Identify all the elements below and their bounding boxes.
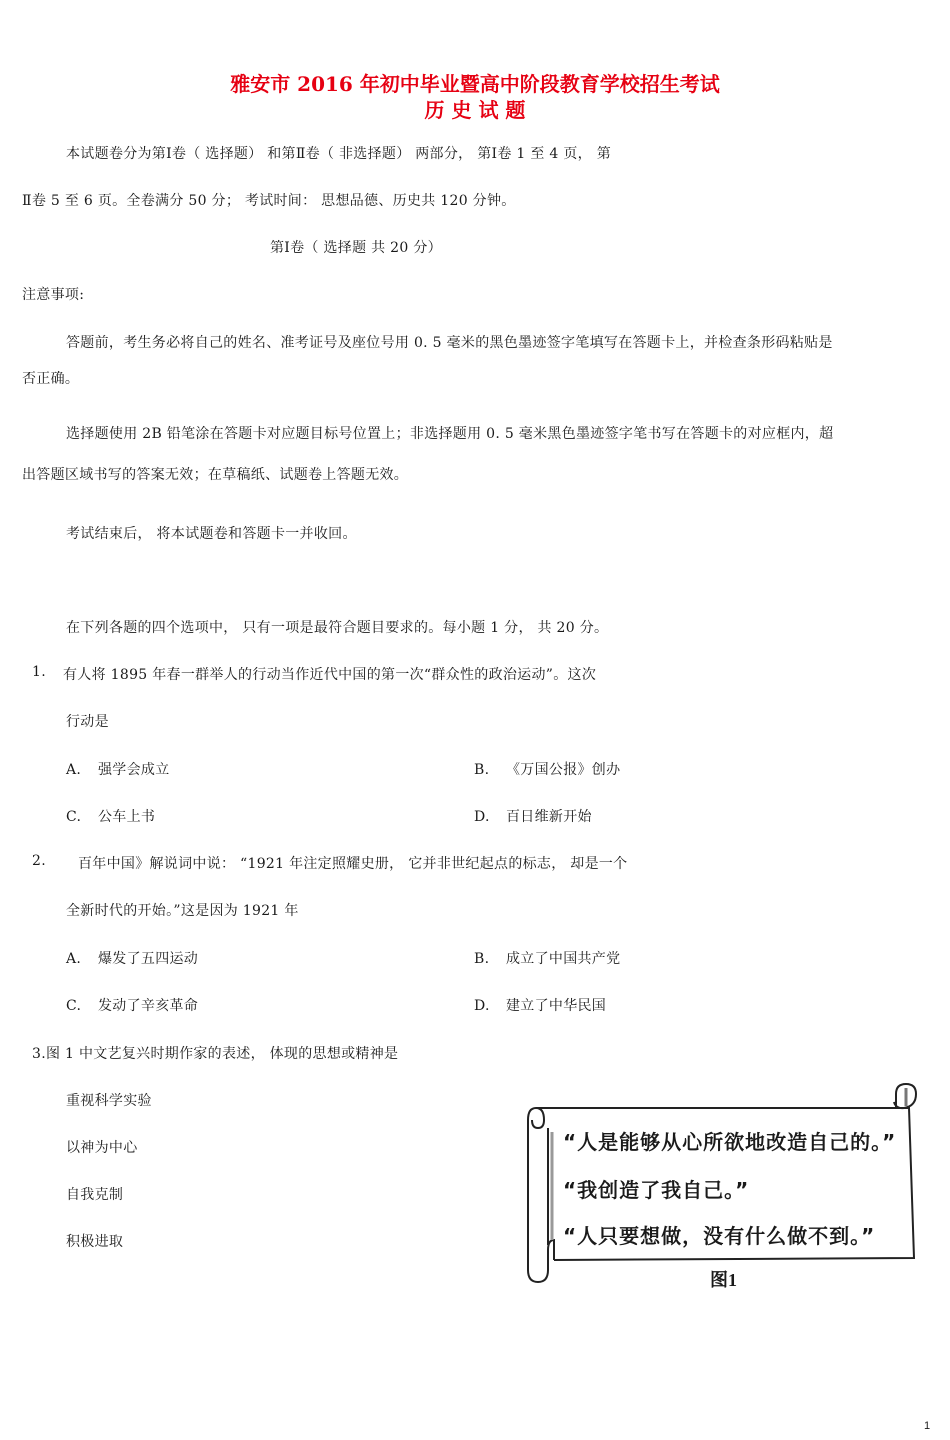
option-b xyxy=(474,759,620,779)
option-text: 成立了中国共产党 xyxy=(506,951,621,967)
option-letter: D. xyxy=(474,998,490,1014)
notice-3: 考试结束后， 将本试题卷和答题卡一并收回。 xyxy=(66,526,357,542)
intro-line-2: Ⅱ卷 5 至 6 页。全卷满分 50 分； 考试时间： 思想品德、历史共 120 分钟。 xyxy=(22,193,516,209)
exam-subtitle: 历 史 试 题 xyxy=(424,98,526,122)
option-3: 自我克制 xyxy=(66,1187,124,1203)
option-1: 重视科学实验 xyxy=(66,1093,152,1109)
notice-1-line-2: 否正确。 xyxy=(22,371,80,387)
option-c xyxy=(66,806,155,826)
notice-label: 注意事项: xyxy=(22,287,85,303)
option-text: 百日维新开始 xyxy=(506,809,592,825)
question-stem-cont: 行动是 xyxy=(66,714,109,730)
option-text: 强学会成立 xyxy=(98,762,170,778)
figure-quote-3: “人只要想做，没有什么做不到。” xyxy=(563,1224,876,1248)
option-text: 建立了中华民国 xyxy=(506,998,607,1014)
exam-title: 雅安市 2016 年初中毕业暨高中阶段教育学校招生考试 xyxy=(230,72,720,96)
question-stem-cont: 全新时代的开始。”这是因为 1921 年 xyxy=(66,903,299,919)
question-stem: 有人将 1895 年春一群举人的行动当作近代中国的第一次“群众性的政治运动”。这次 xyxy=(63,667,597,683)
option-letter: C. xyxy=(66,809,82,825)
option-text: 公车上书 xyxy=(98,809,156,825)
question-number: 1. xyxy=(32,664,46,680)
option-a xyxy=(66,759,170,779)
question-stem-text: 图 1 中文艺复兴时期作家的表述， 体现的思想或精神是 xyxy=(45,1046,399,1062)
option-letter: C. xyxy=(66,998,82,1014)
figure-quote-1: “人是能够从心所欲地改造自己的。” xyxy=(563,1130,897,1154)
option-4: 积极进取 xyxy=(66,1234,124,1250)
question-stem: 百年中国》解说词中说： “1921 年注定照耀史册， 它并非世纪起点的标志， 却是一个 xyxy=(78,856,628,872)
option-letter: D. xyxy=(474,809,490,825)
question-number: 2. xyxy=(32,853,46,869)
option-2: 以神为中心 xyxy=(66,1140,138,1156)
option-text: 爆发了五四运动 xyxy=(98,951,199,967)
option-text: 《万国公报》创办 xyxy=(506,762,621,778)
option-letter: B. xyxy=(474,762,490,778)
question-stem xyxy=(32,1043,398,1063)
option-b xyxy=(474,948,620,968)
option-d xyxy=(474,995,606,1015)
question-number: 3. xyxy=(32,1046,46,1062)
notice-2-line-2: 出答题区域书写的答案无效；在草稿纸、试题卷上答题无效。 xyxy=(22,467,409,483)
notice-1-line-1: 答题前，考生务必将自己的姓名、准考证号及座位号用 0. 5 毫米的黑色墨迹签字笔填写在答题卡上，并检查条形码粘贴是 xyxy=(66,335,833,351)
option-c xyxy=(66,995,198,1015)
page-number: 1 xyxy=(924,1420,931,1432)
option-d xyxy=(474,806,592,826)
section-heading: 第Ⅰ卷（ 选择题 共 20 分） xyxy=(270,240,442,256)
intro-line-1: 本试题卷分为第Ⅰ卷（ 选择题） 和第Ⅱ卷（ 非选择题） 两部分， 第Ⅰ卷 1 至 4 页， 第 xyxy=(66,146,611,162)
figure-caption: 图1 xyxy=(710,1270,737,1290)
option-a xyxy=(66,948,198,968)
option-text: 发动了辛亥革命 xyxy=(98,998,199,1014)
option-letter: A. xyxy=(66,951,82,967)
figure-quote-2: “我创造了我自己。” xyxy=(563,1178,750,1202)
notice-2-line-1: 选择题使用 2B 铅笔涂在答题卡对应题目标号位置上；非选择题用 0. 5 毫米黑色墨迹签字笔书写在答题卡的对应框内，超 xyxy=(66,426,834,442)
option-letter: B. xyxy=(474,951,490,967)
instruction: 在下列各题的四个选项中， 只有一项是最符合题目要求的。每小题 1 分， 共 20 分。 xyxy=(66,620,609,636)
option-letter: A. xyxy=(66,762,82,778)
